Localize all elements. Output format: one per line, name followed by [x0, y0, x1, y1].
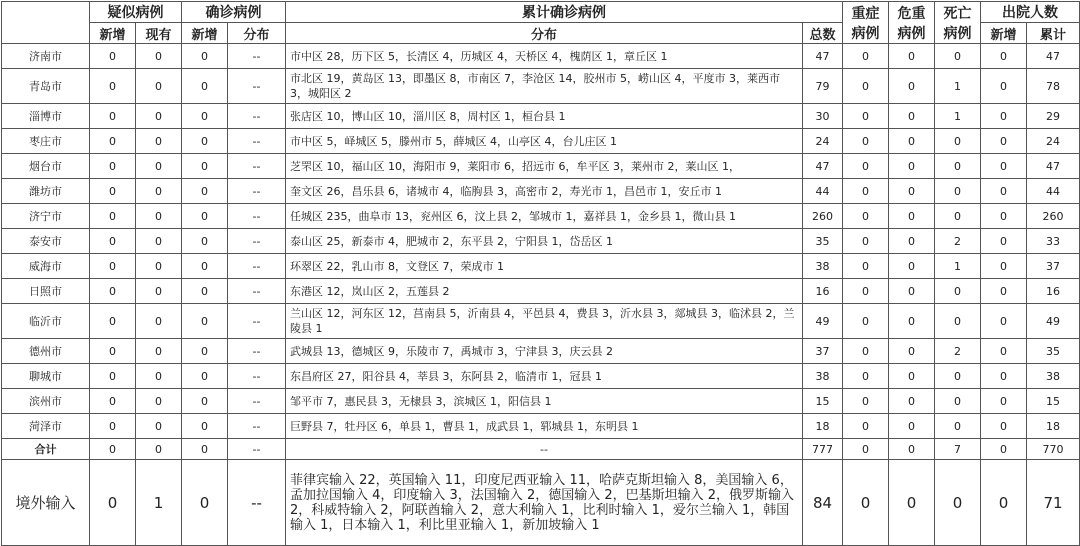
suspected-existing: 0	[136, 69, 182, 104]
city-name: 威海市	[2, 254, 90, 279]
severe-count: 0	[843, 44, 889, 69]
suspected-existing: 0	[136, 154, 182, 179]
table-row	[2, 279, 1080, 304]
death-count: 2	[935, 339, 981, 364]
total-row	[2, 439, 1080, 460]
cumulative-total: 38	[803, 364, 843, 389]
table-row	[2, 254, 1080, 279]
header-discharged: 出院人数	[981, 2, 1080, 23]
confirmed-distribution: --	[228, 339, 286, 364]
city-name: 济南市	[2, 44, 90, 69]
critical-count: 0	[889, 254, 935, 279]
city-name: 枣庄市	[2, 129, 90, 154]
suspected-existing: 0	[136, 44, 182, 69]
discharged-cumulative: 44	[1027, 179, 1080, 204]
city-name: 德州市	[2, 339, 90, 364]
cumulative-distribution: 芝罘区 10，福山区 10，海阳市 9，莱阳市 6，招远市 6，牟平区 3，莱州市 2，莱山区 1，	[286, 154, 803, 179]
table-row	[2, 304, 1080, 339]
cumulative-distribution: 任城区 235，曲阜市 13，兖州区 6，汶上县 2，邹城市 1，嘉祥县 1，金乡县 1，微山县 1	[286, 204, 803, 229]
suspected-existing: 0	[136, 254, 182, 279]
table-row	[2, 69, 1080, 104]
city-name: 临沂市	[2, 304, 90, 339]
suspected-existing: 0	[136, 339, 182, 364]
discharged-new: 0	[981, 460, 1027, 546]
confirmed-distribution: --	[228, 364, 286, 389]
suspected-new: 0	[90, 129, 136, 154]
confirmed-new: 0	[182, 179, 228, 204]
confirmed-distribution: --	[228, 69, 286, 104]
table-row	[2, 44, 1080, 69]
header-confirmed: 确诊病例	[182, 2, 286, 23]
city-name: 淄博市	[2, 104, 90, 129]
cumulative-distribution: 环翠区 22，乳山市 8，文登区 7，荣成市 1	[286, 254, 803, 279]
suspected-new: 0	[90, 254, 136, 279]
city-name: 聊城市	[2, 364, 90, 389]
cumulative-total: 38	[803, 254, 843, 279]
confirmed-distribution: --	[228, 154, 286, 179]
confirmed-new: 0	[182, 154, 228, 179]
cumulative-total: 44	[803, 179, 843, 204]
critical-count: 0	[889, 339, 935, 364]
confirmed-new: 0	[182, 44, 228, 69]
total-label: 合计	[2, 439, 90, 460]
confirmed-new: 0	[182, 69, 228, 104]
confirmed-distribution: --	[228, 460, 286, 546]
discharged-cumulative: 15	[1027, 389, 1080, 414]
critical-count: 0	[889, 389, 935, 414]
table-row	[2, 104, 1080, 129]
confirmed-new: 0	[182, 389, 228, 414]
cumulative-total: 24	[803, 129, 843, 154]
critical-count: 0	[889, 460, 935, 546]
death-count: 0	[935, 154, 981, 179]
cumulative-distribution: 市中区 28，历下区 5，长清区 4，历城区 4，天桥区 4，槐荫区 1，章丘区 1	[286, 44, 803, 69]
city-name: 菏泽市	[2, 414, 90, 439]
header-confirmed-distribution: 分布	[228, 23, 286, 44]
cumulative-distribution: 东港区 12，岚山区 2，五莲县 2	[286, 279, 803, 304]
discharged-cumulative: 47	[1027, 154, 1080, 179]
critical-count: 0	[889, 154, 935, 179]
discharged-cumulative: 18	[1027, 414, 1080, 439]
suspected-new: 0	[90, 304, 136, 339]
confirmed-distribution: --	[228, 129, 286, 154]
discharged-new: 0	[981, 229, 1027, 254]
critical-count: 0	[889, 44, 935, 69]
discharged-new: 0	[981, 304, 1027, 339]
header-cumulative-total: 总数	[803, 23, 843, 44]
header-severe: 重症 病例	[843, 2, 889, 44]
discharged-new: 0	[981, 104, 1027, 129]
discharged-new: 0	[981, 279, 1027, 304]
discharged-new: 0	[981, 69, 1027, 104]
confirmed-new: 0	[182, 279, 228, 304]
cumulative-total: 260	[803, 204, 843, 229]
suspected-new: 0	[90, 154, 136, 179]
death-count: 2	[935, 229, 981, 254]
critical-count: 0	[889, 204, 935, 229]
suspected-new: 0	[90, 414, 136, 439]
confirmed-distribution: --	[228, 254, 286, 279]
discharged-new: 0	[981, 129, 1027, 154]
critical-count: 0	[889, 279, 935, 304]
confirmed-distribution: --	[228, 229, 286, 254]
table-row	[2, 364, 1080, 389]
severe-count: 0	[843, 154, 889, 179]
confirmed-distribution: --	[228, 44, 286, 69]
severe-count: 0	[843, 279, 889, 304]
severe-count: 0	[843, 254, 889, 279]
confirmed-new: 0	[182, 229, 228, 254]
severe-count: 0	[843, 229, 889, 254]
severe-count: 0	[843, 414, 889, 439]
cumulative-total: 18	[803, 414, 843, 439]
discharged-cumulative: 33	[1027, 229, 1080, 254]
cumulative-distribution: 张店区 10，博山区 10，淄川区 8，周村区 1，桓台县 1	[286, 104, 803, 129]
cumulative-distribution: --	[286, 439, 803, 460]
discharged-new: 0	[981, 339, 1027, 364]
suspected-new: 0	[90, 339, 136, 364]
critical-count: 0	[889, 179, 935, 204]
suspected-existing: 0	[136, 179, 182, 204]
cumulative-distribution: 市北区 19，黄岛区 13，即墨区 8，市南区 7，李沧区 14，胶州市 5，崂山区 4，平度市 3，莱西市 3，城阳区 2	[286, 69, 803, 104]
table-row	[2, 229, 1080, 254]
discharged-new: 0	[981, 414, 1027, 439]
death-count: 0	[935, 414, 981, 439]
discharged-new: 0	[981, 439, 1027, 460]
confirmed-distribution: --	[228, 304, 286, 339]
confirmed-distribution: --	[228, 389, 286, 414]
severe-count: 0	[843, 129, 889, 154]
discharged-new: 0	[981, 204, 1027, 229]
confirmed-new: 0	[182, 254, 228, 279]
discharged-cumulative: 16	[1027, 279, 1080, 304]
suspected-new: 0	[90, 389, 136, 414]
discharged-cumulative: 770	[1027, 439, 1080, 460]
confirmed-new: 0	[182, 204, 228, 229]
critical-count: 0	[889, 229, 935, 254]
header-suspected: 疑似病例	[90, 2, 182, 23]
discharged-cumulative: 37	[1027, 254, 1080, 279]
suspected-new: 0	[90, 104, 136, 129]
critical-count: 0	[889, 304, 935, 339]
confirmed-new: 0	[182, 339, 228, 364]
overseas-row	[2, 460, 1080, 546]
suspected-new: 0	[90, 364, 136, 389]
cumulative-total: 49	[803, 304, 843, 339]
death-count: 0	[935, 364, 981, 389]
severe-count: 0	[843, 389, 889, 414]
cumulative-total: 84	[803, 460, 843, 546]
death-count: 0	[935, 279, 981, 304]
severe-count: 0	[843, 439, 889, 460]
cumulative-total: 79	[803, 69, 843, 104]
severe-count: 0	[843, 179, 889, 204]
confirmed-new: 0	[182, 439, 228, 460]
cumulative-total: 37	[803, 339, 843, 364]
header-city	[2, 2, 90, 44]
confirmed-new: 0	[182, 414, 228, 439]
discharged-new: 0	[981, 179, 1027, 204]
table-row	[2, 179, 1080, 204]
table-row	[2, 129, 1080, 154]
discharged-new: 0	[981, 154, 1027, 179]
death-count: 0	[935, 179, 981, 204]
cumulative-total: 16	[803, 279, 843, 304]
header-discharged-new: 新增	[981, 23, 1027, 44]
cumulative-total: 30	[803, 104, 843, 129]
header-critical: 危重 病例	[889, 2, 935, 44]
death-count: 0	[935, 389, 981, 414]
severe-count: 0	[843, 339, 889, 364]
cumulative-total: 47	[803, 154, 843, 179]
cumulative-total: 47	[803, 44, 843, 69]
suspected-existing: 0	[136, 279, 182, 304]
discharged-cumulative: 71	[1027, 460, 1080, 546]
discharged-cumulative: 47	[1027, 44, 1080, 69]
table-row	[2, 389, 1080, 414]
header-cumulative-distribution: 分布	[286, 23, 803, 44]
confirmed-distribution: --	[228, 414, 286, 439]
city-name: 滨州市	[2, 389, 90, 414]
severe-count: 0	[843, 69, 889, 104]
overseas-label: 境外输入	[2, 460, 90, 546]
death-count: 1	[935, 104, 981, 129]
severe-count: 0	[843, 364, 889, 389]
header-cumulative: 累计确诊病例	[286, 2, 843, 23]
severe-count: 0	[843, 460, 889, 546]
discharged-new: 0	[981, 389, 1027, 414]
severe-count: 0	[843, 104, 889, 129]
confirmed-distribution: --	[228, 204, 286, 229]
death-count: 0	[935, 44, 981, 69]
header-suspected-existing: 现有	[136, 23, 182, 44]
table-row	[2, 339, 1080, 364]
critical-count: 0	[889, 364, 935, 389]
confirmed-new: 0	[182, 104, 228, 129]
cumulative-distribution: 东昌府区 27，阳谷县 4，莘县 3，东阿县 2，临清市 1，冠县 1	[286, 364, 803, 389]
discharged-cumulative: 49	[1027, 304, 1080, 339]
critical-count: 0	[889, 439, 935, 460]
cumulative-total: 15	[803, 389, 843, 414]
death-count: 7	[935, 439, 981, 460]
confirmed-distribution: --	[228, 279, 286, 304]
suspected-new: 0	[90, 279, 136, 304]
suspected-existing: 0	[136, 304, 182, 339]
cumulative-distribution: 邹平市 7，惠民县 3，无棣县 3，滨城区 1，阳信县 1	[286, 389, 803, 414]
discharged-cumulative: 24	[1027, 129, 1080, 154]
suspected-new: 0	[90, 460, 136, 546]
city-name: 青岛市	[2, 69, 90, 104]
cumulative-distribution: 武城县 13，德城区 9，乐陵市 7，禹城市 3，宁津县 3，庆云县 2	[286, 339, 803, 364]
severe-count: 0	[843, 204, 889, 229]
cumulative-total: 777	[803, 439, 843, 460]
discharged-cumulative: 38	[1027, 364, 1080, 389]
death-count: 1	[935, 254, 981, 279]
confirmed-new: 0	[182, 304, 228, 339]
discharged-cumulative: 29	[1027, 104, 1080, 129]
confirmed-new: 0	[182, 129, 228, 154]
death-count: 1	[935, 69, 981, 104]
suspected-existing: 0	[136, 204, 182, 229]
cumulative-distribution: 兰山区 12，河东区 12，莒南县 5，沂南县 4，平邑县 4，费县 3，沂水县 3，郯城县 3，临沭县 2，兰陵县 1	[286, 304, 803, 339]
suspected-existing: 0	[136, 389, 182, 414]
suspected-existing: 0	[136, 104, 182, 129]
cumulative-distribution: 奎文区 26，昌乐县 6，诸城市 4，临朐县 3，高密市 2，寿光市 1，昌邑市 1，安丘市 1	[286, 179, 803, 204]
covid-stats-table	[1, 1, 1080, 546]
city-name: 日照市	[2, 279, 90, 304]
suspected-existing: 0	[136, 129, 182, 154]
confirmed-distribution: --	[228, 104, 286, 129]
discharged-new: 0	[981, 254, 1027, 279]
header-row-1	[2, 2, 1080, 23]
confirmed-distribution: --	[228, 179, 286, 204]
suspected-existing: 0	[136, 439, 182, 460]
discharged-new: 0	[981, 364, 1027, 389]
suspected-existing: 0	[136, 414, 182, 439]
suspected-new: 0	[90, 44, 136, 69]
cumulative-distribution: 市中区 5，峄城区 5，滕州市 5，薛城区 4，山亭区 4，台儿庄区 1	[286, 129, 803, 154]
suspected-new: 0	[90, 69, 136, 104]
city-name: 潍坊市	[2, 179, 90, 204]
suspected-existing: 0	[136, 364, 182, 389]
cumulative-distribution: 泰山区 25，新泰市 4，肥城市 2，东平县 2，宁阳县 1，岱岳区 1	[286, 229, 803, 254]
suspected-existing: 1	[136, 460, 182, 546]
city-name: 泰安市	[2, 229, 90, 254]
critical-count: 0	[889, 69, 935, 104]
header-discharged-cumulative: 累计	[1027, 23, 1080, 44]
header-death: 死亡 病例	[935, 2, 981, 44]
cumulative-distribution: 巨野县 7，牡丹区 6，单县 1，曹县 1，成武县 1，郓城县 1，东明县 1	[286, 414, 803, 439]
table-row	[2, 204, 1080, 229]
confirmed-new: 0	[182, 460, 228, 546]
table-row	[2, 154, 1080, 179]
death-count: 0	[935, 129, 981, 154]
critical-count: 0	[889, 414, 935, 439]
city-name: 烟台市	[2, 154, 90, 179]
suspected-new: 0	[90, 439, 136, 460]
header-confirmed-new: 新增	[182, 23, 228, 44]
critical-count: 0	[889, 129, 935, 154]
discharged-new: 0	[981, 44, 1027, 69]
city-name: 济宁市	[2, 204, 90, 229]
confirmed-distribution: --	[228, 439, 286, 460]
suspected-new: 0	[90, 179, 136, 204]
death-count: 0	[935, 460, 981, 546]
suspected-existing: 0	[136, 229, 182, 254]
discharged-cumulative: 78	[1027, 69, 1080, 104]
critical-count: 0	[889, 104, 935, 129]
discharged-cumulative: 260	[1027, 204, 1080, 229]
cumulative-total: 35	[803, 229, 843, 254]
table-row	[2, 414, 1080, 439]
death-count: 0	[935, 304, 981, 339]
confirmed-new: 0	[182, 364, 228, 389]
discharged-cumulative: 35	[1027, 339, 1080, 364]
death-count: 0	[935, 204, 981, 229]
severe-count: 0	[843, 304, 889, 339]
suspected-new: 0	[90, 229, 136, 254]
suspected-new: 0	[90, 204, 136, 229]
header-suspected-new: 新增	[90, 23, 136, 44]
cumulative-distribution: 菲律宾输入 22，英国输入 11，印度尼西亚输入 11，哈萨克斯坦输入 8，美国输入 6，孟加拉国输入 4，印度输入 3，法国输入 2，德国输入 2，巴基斯坦输入 2，俄罗斯输入 2，科威特输入 2，阿联酋输入 2，意大利输入 1，比利时输入 1，爱尔兰输入 1，韩国输入 1，日本输入 1，利比里亚输入 1，新加坡输入 1	[286, 460, 803, 546]
